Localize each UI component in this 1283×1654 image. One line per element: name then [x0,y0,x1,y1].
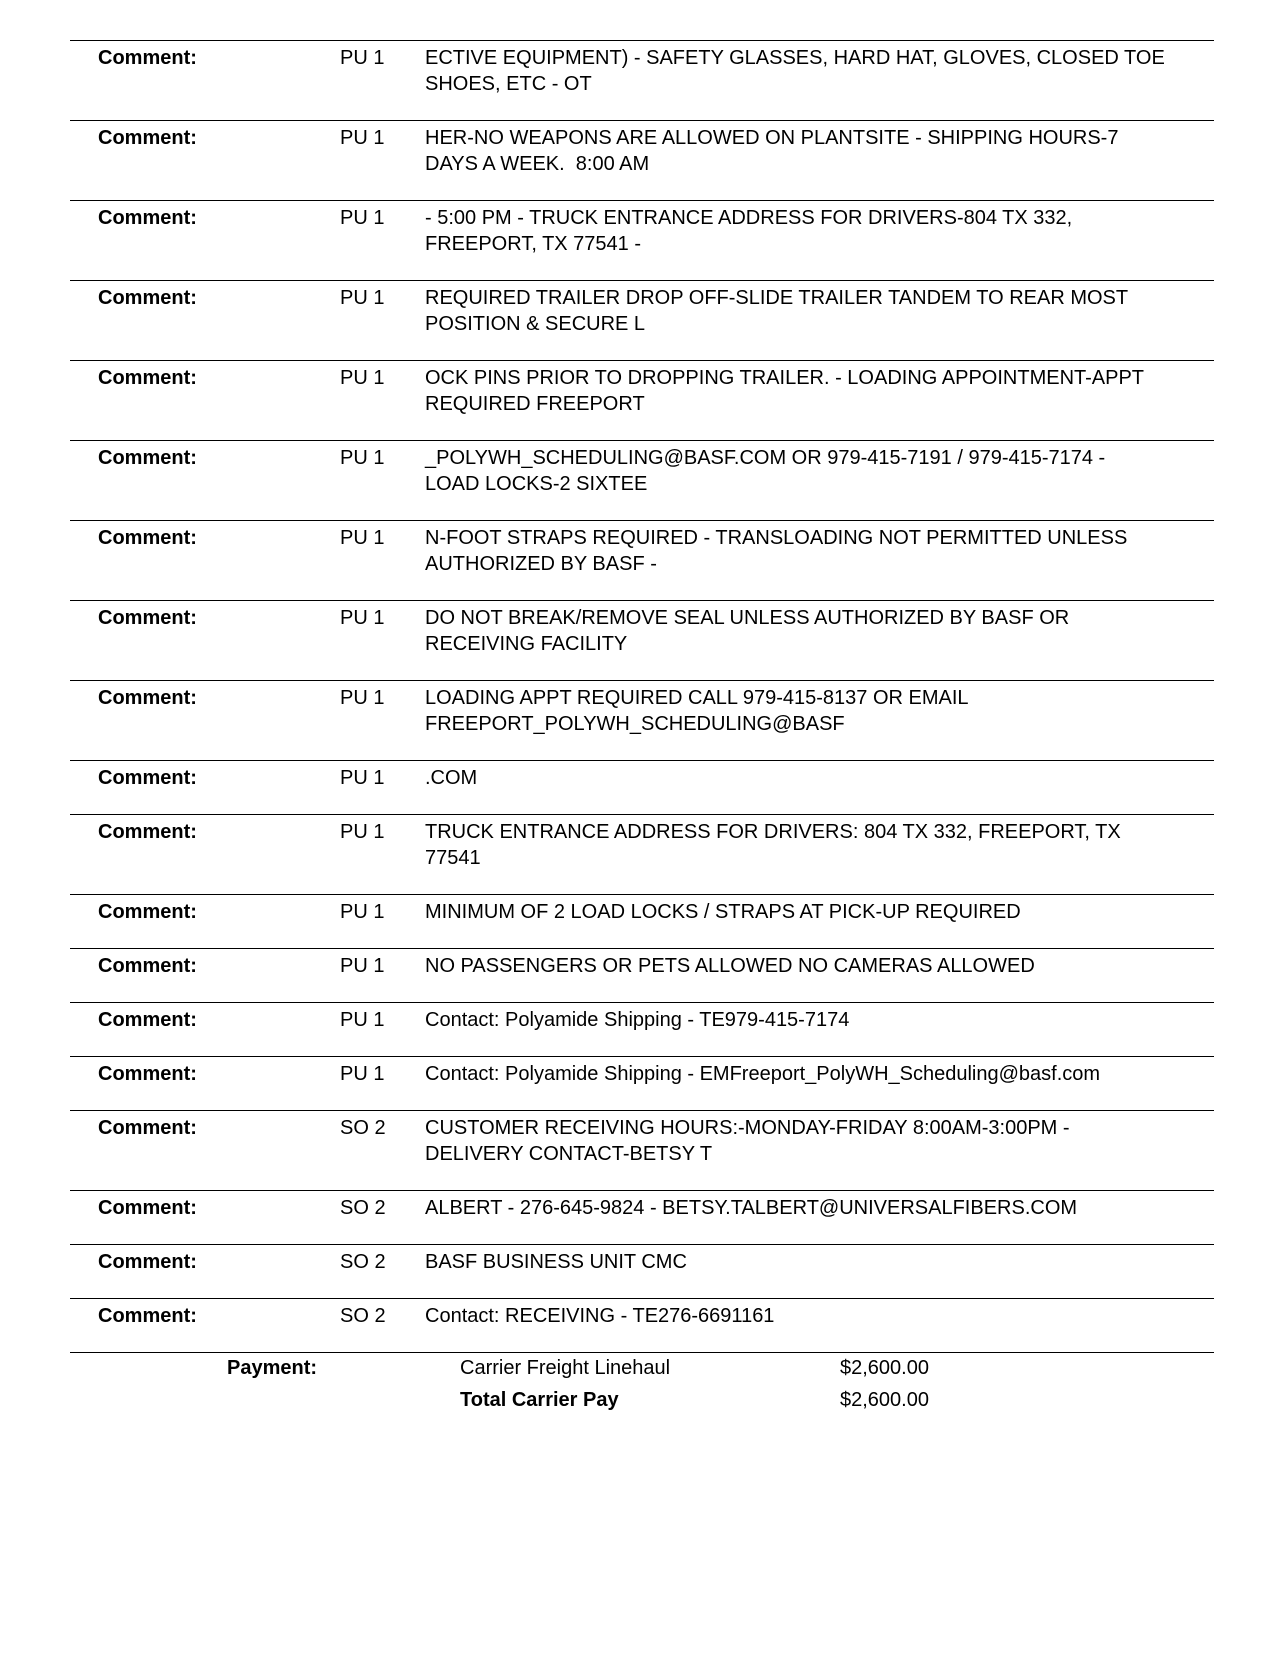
comment-label: Comment: [98,127,197,149]
comment-row [70,600,1214,680]
stop-code: PU 1 [340,901,385,923]
stop-code: PU 1 [340,687,385,709]
comment-text: Contact: RECEIVING - TE276-6691161 [425,1305,775,1327]
comment-label: Comment: [98,447,197,469]
comment-row [70,1298,1214,1353]
comment-text: - 5:00 PM - TRUCK ENTRANCE ADDRESS FOR DRIVERS-804 TX 332, FREEPORT, TX 77541 - [425,207,1073,255]
stop-code: PU 1 [340,607,385,629]
comment-label: Comment: [98,1117,197,1139]
comment-row [70,520,1214,600]
comment-label: Comment: [98,47,197,69]
stop-code: PU 1 [340,767,385,789]
stop-code: PU 1 [340,527,385,549]
comment-label: Comment: [98,287,197,309]
comment-label: Comment: [98,955,197,977]
payment-label: Payment: [227,1357,318,1379]
comment-label: Comment: [98,767,197,789]
payment-amount: $2,600.00 [840,1357,929,1379]
comment-text: ALBERT - 276-645-9824 - BETSY.TALBERT@UNIVERSALFIBERS.COM [425,1197,1078,1219]
stop-code: PU 1 [340,447,385,469]
stop-code: SO 2 [340,1197,386,1219]
comment-row [70,280,1214,360]
comment-text: DO NOT BREAK/REMOVE SEAL UNLESS AUTHORIZED BY BASF OR RECEIVING FACILITY [425,607,1070,655]
comment-text: LOADING APPT REQUIRED CALL 979-415-8137 OR EMAIL FREEPORT_POLYWH_SCHEDULING@BASF [425,687,969,735]
total-description: Total Carrier Pay [460,1389,619,1411]
stop-code: SO 2 [340,1117,386,1139]
comment-text: CUSTOMER RECEIVING HOURS:-MONDAY-FRIDAY 8:00AM-3:00PM - DELIVERY CONTACT-BETSY T [425,1117,1070,1165]
comment-label: Comment: [98,207,197,229]
stop-code: SO 2 [340,1251,386,1273]
comment-label: Comment: [98,607,197,629]
stop-code: PU 1 [340,821,385,843]
comment-text: _POLYWH_SCHEDULING@BASF.COM OR 979-415-7191 / 979-415-7174 - LOAD LOCKS-2 SIXTEE [425,447,1106,495]
comment-row [70,360,1214,440]
stop-code: SO 2 [340,1305,386,1327]
comment-text: NO PASSENGERS OR PETS ALLOWED NO CAMERAS ALLOWED [425,955,1035,977]
comment-row [70,1110,1214,1190]
stop-code: PU 1 [340,207,385,229]
comment-text: MINIMUM OF 2 LOAD LOCKS / STRAPS AT PICK-UP REQUIRED [425,901,1021,923]
comment-row [70,40,1214,120]
comment-label: Comment: [98,901,197,923]
comment-label: Comment: [98,1009,197,1031]
comment-label: Comment: [98,1305,197,1327]
comment-text: Contact: Polyamide Shipping - TE979-415-7174 [425,1009,850,1031]
comment-row [70,1244,1214,1298]
stop-code: PU 1 [340,1009,385,1031]
comment-text: TRUCK ENTRANCE ADDRESS FOR DRIVERS: 804 TX 332, FREEPORT, TX 77541 [425,821,1121,869]
total-amount: $2,600.00 [840,1389,929,1411]
stop-code: PU 1 [340,1063,385,1085]
comment-label: Comment: [98,821,197,843]
comment-label: Comment: [98,527,197,549]
stop-code: PU 1 [340,127,385,149]
comment-text: N-FOOT STRAPS REQUIRED - TRANSLOADING NOT PERMITTED UNLESS AUTHORIZED BY BASF - [425,527,1128,575]
document-page [70,40,1214,1433]
payment-section [70,1353,1214,1433]
comment-row [70,760,1214,814]
comment-label: Comment: [98,1063,197,1085]
comment-text: BASF BUSINESS UNIT CMC [425,1251,687,1273]
comment-text: Contact: Polyamide Shipping - EMFreeport_PolyWH_Scheduling@basf.com [425,1063,1101,1085]
comment-row [70,948,1214,1002]
comment-text: OCK PINS PRIOR TO DROPPING TRAILER. - LOADING APPOINTMENT-APPT REQUIRED FREEPORT [425,367,1145,415]
stop-code: PU 1 [340,955,385,977]
comment-row [70,200,1214,280]
comment-row [70,894,1214,948]
stop-code: PU 1 [340,367,385,389]
comment-text: HER-NO WEAPONS ARE ALLOWED ON PLANTSITE - SHIPPING HOURS-7 DAYS A WEEK. 8:00 AM [425,127,1119,175]
comment-row [70,440,1214,520]
comment-text: .COM [425,767,478,789]
stop-code: PU 1 [340,287,385,309]
comment-row [70,120,1214,200]
comment-row [70,814,1214,894]
payment-description: Carrier Freight Linehaul [460,1357,671,1379]
comment-text: REQUIRED TRAILER DROP OFF-SLIDE TRAILER TANDEM TO REAR MOST POSITION & SECURE L [425,287,1129,335]
comment-row [70,680,1214,760]
comment-row [70,1056,1214,1110]
comment-label: Comment: [98,367,197,389]
comment-row [70,1002,1214,1056]
stop-code: PU 1 [340,47,385,69]
comment-row [70,1190,1214,1244]
comment-label: Comment: [98,687,197,709]
comment-label: Comment: [98,1197,197,1219]
comment-label: Comment: [98,1251,197,1273]
comment-text: ECTIVE EQUIPMENT) - SAFETY GLASSES, HARD HAT, GLOVES, CLOSED TOE SHOES, ETC - OT [425,47,1165,95]
